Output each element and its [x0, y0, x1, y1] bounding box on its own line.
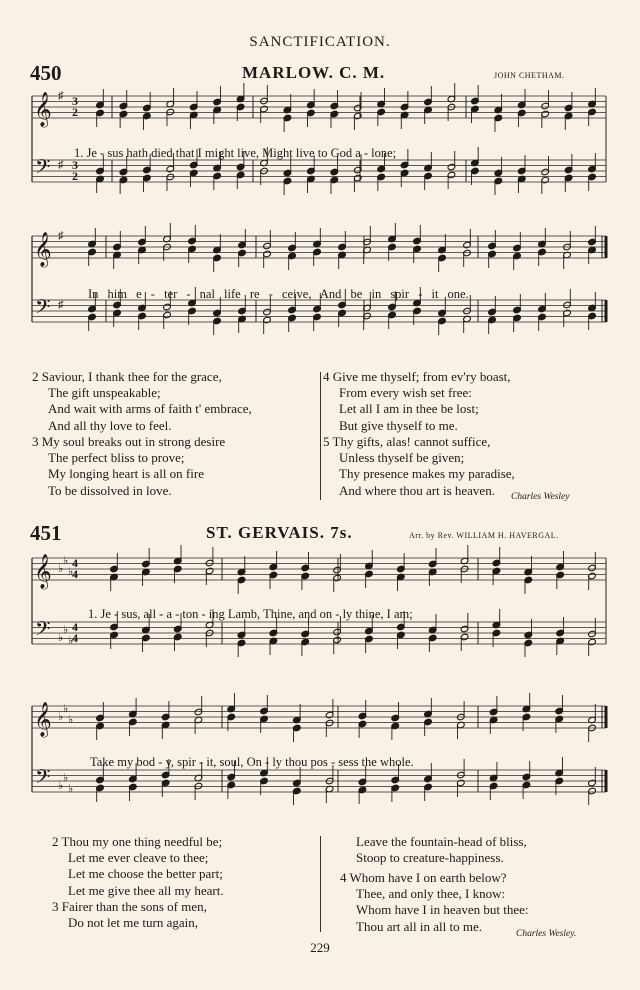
hymn-450-verse-4	[323, 369, 511, 434]
hymn-451-lyrics-line-2: Take my bod - y, spir - it, soul, On - ly thou pos - sess the whole.	[90, 755, 414, 769]
verse-line: 2 Thou my one thing needful be;	[52, 834, 223, 849]
bass-clef-icon: 𝄢	[35, 765, 51, 793]
verse-line: Let me choose the better part;	[68, 866, 223, 882]
page-number: 229	[310, 940, 330, 955]
hymn-451-number: 451	[30, 521, 62, 545]
key-signature-icon: ♭	[68, 714, 74, 726]
verse-divider	[320, 836, 321, 932]
hymn-451-author: Charles Wesley.	[516, 929, 577, 939]
verse-line: Thou art all in all to me.	[356, 918, 482, 934]
hymn-451-verse-3-cont	[340, 834, 527, 866]
verse-line: Let me ever cleave to thee;	[68, 850, 209, 866]
hymn-450-verse-2	[32, 369, 252, 434]
verse-line: But give thyself to me.	[339, 417, 458, 433]
time-signature: 2	[72, 169, 78, 183]
verse-line: And where thou art is heaven.	[339, 482, 495, 498]
hymn-450-system-1	[0, 90, 640, 183]
verse-line: The perfect bliss to prove;	[48, 450, 185, 466]
verse-line: My longing heart is all on fire	[48, 466, 204, 482]
key-signature-icon: ♭	[58, 563, 64, 575]
time-signature: 4	[72, 556, 78, 570]
key-signature-icon: ♯	[58, 159, 64, 171]
verse-line: 4 Whom have I on earth below?	[340, 870, 507, 885]
verse-line: 4 Give me thyself; from ev'ry boast,	[323, 369, 511, 384]
bass-clef-icon: 𝄢	[35, 617, 51, 645]
treble-clef-icon: 𝄞	[34, 232, 52, 267]
hymn-450-system-2	[0, 230, 640, 323]
key-signature-icon: ♭	[58, 632, 64, 644]
verse-line: 2 Saviour, I thank thee for the grace,	[32, 369, 222, 384]
verse-line: Let me give thee all my heart.	[68, 882, 224, 898]
verse-line: The gift unspeakable;	[48, 385, 161, 401]
hymn-451-title: ST. GERVAIS. 7s.	[206, 523, 353, 542]
verse-line: Let all I am in thee be lost;	[339, 401, 479, 417]
hymn-450-verse-5	[323, 434, 515, 499]
treble-clef-icon: 𝄞	[34, 702, 52, 737]
verse-line: Unless thyself be given;	[339, 450, 465, 466]
verse-line: Whom have I in heaven but thee:	[356, 902, 529, 918]
hymn-451-system-2	[0, 700, 640, 795]
hymn-450-title: MARLOW. C. M.	[242, 63, 386, 82]
hymn-450-lyrics-line-1: 1. Je - sus hath died that I might live, Might live to God a - lone;	[74, 146, 397, 160]
key-signature-icon: ♯	[58, 90, 64, 102]
time-signature: 4	[72, 631, 78, 645]
key-signature-icon: ♭	[68, 783, 74, 795]
time-signature: 4	[72, 567, 78, 581]
verse-line: 3 Fairer than the sons of men,	[52, 899, 207, 914]
key-signature-icon: ♭	[58, 780, 64, 792]
hymn-451-lyrics-line-1: 1. Je - sus, all - a - ton - ing Lamb, Thine, and on - ly thine, I am;	[88, 607, 413, 621]
key-signature-icon: ♭	[68, 635, 74, 647]
verse-line: Do not let me turn again,	[68, 915, 198, 931]
verse-line: Thy presence makes my paradise,	[339, 466, 515, 482]
bass-clef-icon: 𝄢	[35, 295, 51, 323]
hymn-451-composer: Arr. by Rev. WILLIAM H. HAVERGAL.	[409, 531, 559, 540]
treble-clef-icon: 𝄞	[34, 92, 52, 127]
hymn-451-system-1	[0, 552, 640, 647]
hymn-450-composer: JOHN CHETHAM.	[494, 71, 565, 80]
hymn-450-author: Charles Wesley	[511, 492, 570, 502]
key-signature-icon: ♭	[63, 624, 69, 636]
verse-divider	[320, 372, 321, 500]
hymn-450-lyrics-line-2: In him e - ter - nal life re - ceive, And be in spir - it one.	[88, 287, 469, 301]
verse-line: Leave the fountain-head of bliss,	[356, 834, 527, 849]
key-signature-icon: ♭	[63, 555, 69, 567]
verse-line: To be dissolved in love.	[48, 482, 172, 498]
hymn-451-verse-4	[340, 870, 529, 935]
key-signature-icon: ♭	[68, 566, 74, 578]
hymn-450-number: 450	[30, 61, 62, 85]
verse-line: 3 My soul breaks out in strong desire	[32, 434, 226, 449]
verse-line: And wait with arms of faith t' embrace,	[48, 401, 252, 417]
bass-clef-icon: 𝄢	[35, 155, 51, 183]
verse-line: Stoop to creature-happiness.	[356, 850, 504, 866]
verse-line: And all thy love to feel.	[48, 417, 172, 433]
key-signature-icon: ♭	[63, 772, 69, 784]
time-signature: 3	[72, 94, 78, 108]
key-signature-icon: ♭	[58, 711, 64, 723]
hymn-451-verse-2	[52, 834, 224, 899]
section-heading: SANCTIFICATION.	[249, 34, 391, 50]
time-signature: 4	[72, 620, 78, 634]
verse-line: Thee, and only thee, I know:	[356, 886, 506, 902]
hymn-451-verse-3	[52, 899, 207, 931]
time-signature: 2	[72, 105, 78, 119]
key-signature-icon: ♯	[58, 230, 64, 242]
verse-line: 5 Thy gifts, alas! cannot suffice,	[323, 434, 491, 449]
hymn-450-verse-3	[32, 434, 225, 499]
key-signature-icon: ♯	[58, 299, 64, 311]
verse-line: From every wish set free:	[339, 385, 472, 401]
key-signature-icon: ♭	[63, 703, 69, 715]
time-signature: 3	[72, 158, 78, 172]
treble-clef-icon: 𝄞	[34, 554, 52, 589]
